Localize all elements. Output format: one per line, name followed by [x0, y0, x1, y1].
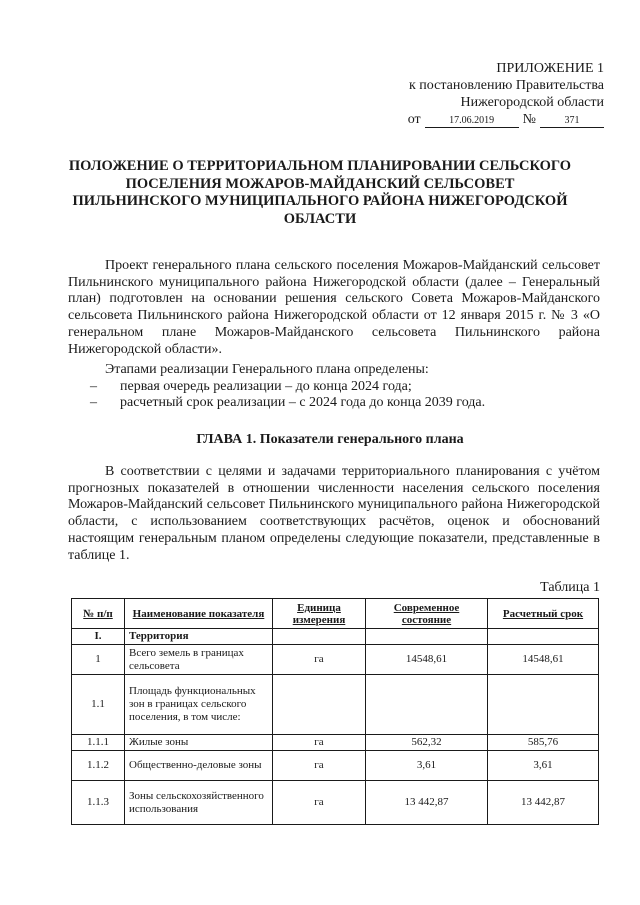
appendix-date-line: [408, 111, 604, 128]
row-name: Зоны сельскохозяйственного использования: [125, 781, 273, 825]
table-row: [72, 781, 599, 825]
appendix-line: Нижегородской области: [460, 95, 604, 110]
row-current: 13 442,87: [366, 781, 488, 825]
row-name: Жилые зоны: [125, 735, 273, 751]
row-name: Всего земель в границах сельсовета: [125, 645, 273, 675]
row-unit: га: [273, 751, 366, 781]
document-date: 17.06.2019: [425, 115, 519, 128]
table-header-row: [72, 599, 599, 629]
row-number: 1.1.3: [72, 781, 125, 825]
list-item-text: первая очередь реализации – до конца 2024 года;: [120, 378, 412, 394]
row-unit: [273, 629, 366, 645]
list-item: [68, 395, 600, 412]
list-item-text: расчетный срок реализации – с 2024 года до конца 2039 года.: [120, 395, 486, 411]
row-number: I.: [72, 629, 125, 645]
stages-lead: Этапами реализации Генерального плана определены:: [105, 362, 429, 377]
dash-bullet: –: [90, 395, 97, 411]
row-current: 14548,61: [366, 645, 488, 675]
row-name: Территория: [125, 629, 273, 645]
row-number: 1.1.2: [72, 751, 125, 781]
table-row: [72, 735, 599, 751]
header-number: № п/п: [72, 599, 125, 629]
row-unit: га: [273, 781, 366, 825]
intro-paragraph: [68, 258, 600, 358]
chapter-heading: ГЛАВА 1. Показатели генерального плана: [196, 432, 464, 447]
table-row: [72, 751, 599, 781]
row-unit: га: [273, 645, 366, 675]
row-name: Общественно-деловые зоны: [125, 751, 273, 781]
appendix-title: ПРИЛОЖЕНИЕ 1: [496, 61, 604, 76]
header-unit: Единица измерения: [273, 599, 366, 629]
stages-block: [68, 362, 600, 412]
chapter-paragraph: [68, 464, 600, 564]
row-target: 585,76: [488, 735, 599, 751]
document-title: ПОЛОЖЕНИЕ О ТЕРРИТОРИАЛЬНОМ ПЛАНИРОВАНИИ СЕЛЬСКОГО ПОСЕЛЕНИЯ МОЖАРОВ-МАЙДАНСКИЙ СЕЛЬСОВЕТ ПИЛЬНИНСКОГО МУНИЦИПАЛЬНОГО РАЙОНА НИЖЕГОРОДСКОЙ ОБЛАСТИ: [68, 158, 572, 227]
appendix-header: [364, 60, 604, 128]
row-current: [366, 629, 488, 645]
header-target: Расчетный срок: [488, 599, 599, 629]
row-number: 1.1: [72, 675, 125, 735]
table-row: [72, 645, 599, 675]
intro-text: Проект генерального плана сельского поселения Можаров-Майданский сельсовет Пильнинского муниципального района Нижегородской области (далее – Генеральный план) подготовлен на основании решения сельского Совета Можаров-Майданского сельсовета Пильнинского района Нижегородской области от 12 января 2015 г. № 3 «О генеральном плане Можаров-Майданского сельсовета Пильнинского района Нижегородской области».: [68, 258, 600, 357]
header-current: Современное состояние: [366, 599, 488, 629]
row-target: [488, 629, 599, 645]
row-current: [366, 675, 488, 735]
dash-bullet: –: [90, 378, 97, 394]
header-name: Наименование показателя: [125, 599, 273, 629]
row-current: 3,61: [366, 751, 488, 781]
document-number: 371: [540, 115, 604, 128]
number-sign: №: [522, 112, 536, 127]
table-row: [72, 675, 599, 735]
chapter-text: В соответствии с целями и задачами территориального планирования с учётом прогнозных показателей в отношении численности населения сельского поселения Можаров-Майданский сельсовет Пильнинского муниципального района Нижегородской области, с использованием соответствующих расчётов, оценок и обоснований настоящим генеральным планом определены следующие показатели, представленные в таблице 1.: [68, 464, 600, 563]
list-item: [68, 379, 600, 396]
indicators-table: [71, 598, 599, 825]
date-prefix: от: [407, 112, 421, 127]
row-target: [488, 675, 599, 735]
table-row: [72, 629, 599, 645]
row-current: 562,32: [366, 735, 488, 751]
appendix-line: к постановлению Правительства: [408, 78, 604, 93]
row-number: 1: [72, 645, 125, 675]
row-target: 14548,61: [488, 645, 599, 675]
row-target: 3,61: [488, 751, 599, 781]
row-unit: га: [273, 735, 366, 751]
row-number: 1.1.1: [72, 735, 125, 751]
row-target: 13 442,87: [488, 781, 599, 825]
row-name: Площадь функциональных зон в границах сельского поселения, в том числе:: [125, 675, 273, 735]
table-caption: Таблица 1: [540, 580, 600, 595]
row-unit: [273, 675, 366, 735]
